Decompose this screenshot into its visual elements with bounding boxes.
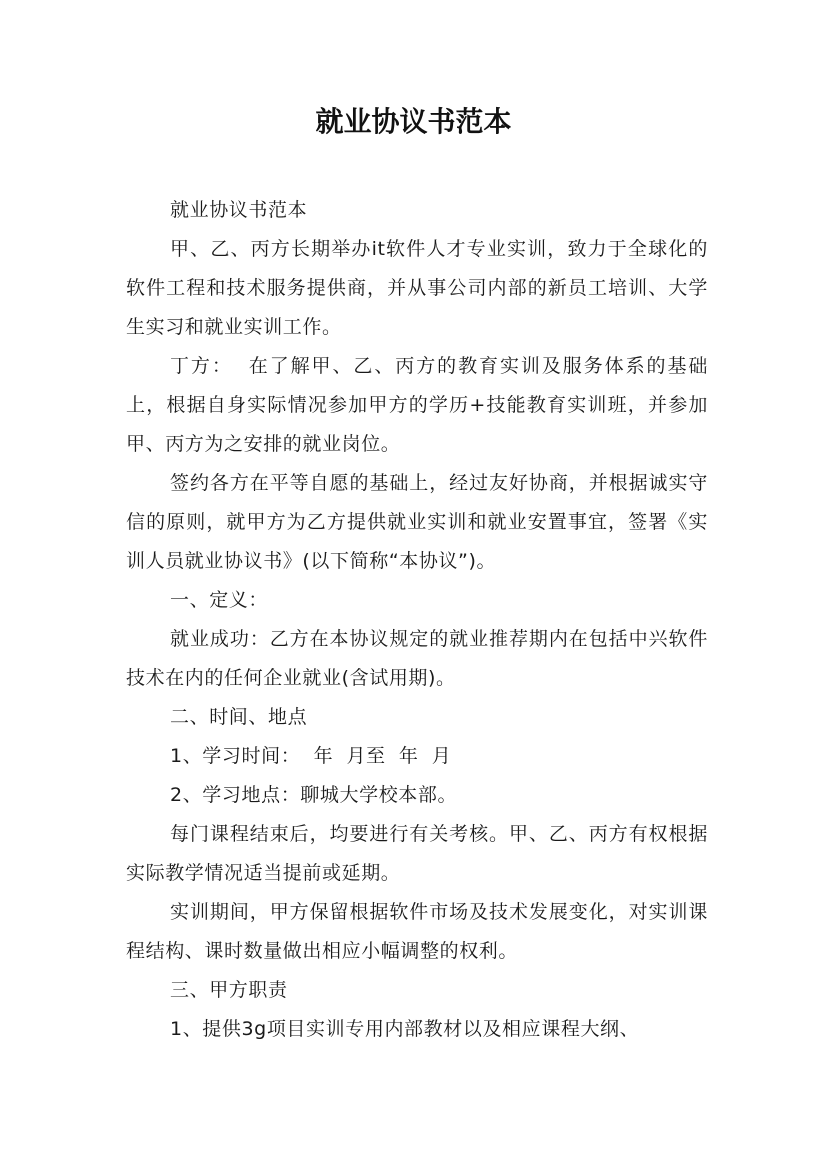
document-body	[126, 191, 708, 1049]
document-title: 就业协议书范本	[315, 105, 512, 138]
paragraph-duty-1: 1、提供3g项目实训专用内部教材以及相应课程大纲、	[170, 1018, 640, 1040]
paragraph-adjustment: 实训期间，甲方保留根据软件市场及技术发展变化，对实训课程结构、课时数量做出相应小幅调整的权利。	[126, 901, 708, 962]
section-party-a-duties-heading: 三、甲方职责	[170, 979, 288, 1001]
paragraph-assessment: 每门课程结束后，均要进行有关考核。甲、乙、丙方有权根据实际教学情况适当提前或延期。	[126, 823, 708, 884]
paragraph-study-time: 1、学习时间： 年 月至 年 月	[170, 745, 452, 767]
section-time-place-heading: 二、时间、地点	[170, 706, 308, 728]
paragraph-party-ding: 丁方： 在了解甲、乙、丙方的教育实训及服务体系的基础上，根据自身实际情况参加甲方的学历+技能教育实训班，并参加甲、丙方为之安排的就业岗位。	[126, 355, 708, 455]
paragraph-signing: 签约各方在平等自愿的基础上，经过友好协商，并根据诚实守信的原则，就甲方为乙方提供就业实训和就业安置事宜，签署《实训人员就业协议书》(以下简称“本协议”)。	[126, 472, 708, 572]
paragraph-definition: 就业成功：乙方在本协议规定的就业推荐期内在包括中兴软件技术在内的任何企业就业(含试用期)。	[126, 628, 708, 689]
paragraph-intro: 甲、乙、丙方长期举办it软件人才专业实训，致力于全球化的软件工程和技术服务提供商，并从事公司内部的新员工培训、大学生实习和就业实训工作。	[126, 238, 708, 338]
paragraph-heading: 就业协议书范本	[170, 199, 308, 221]
paragraph-study-place: 2、学习地点：聊城大学校本部。	[170, 784, 458, 806]
section-definition-heading: 一、定义：	[170, 589, 269, 611]
